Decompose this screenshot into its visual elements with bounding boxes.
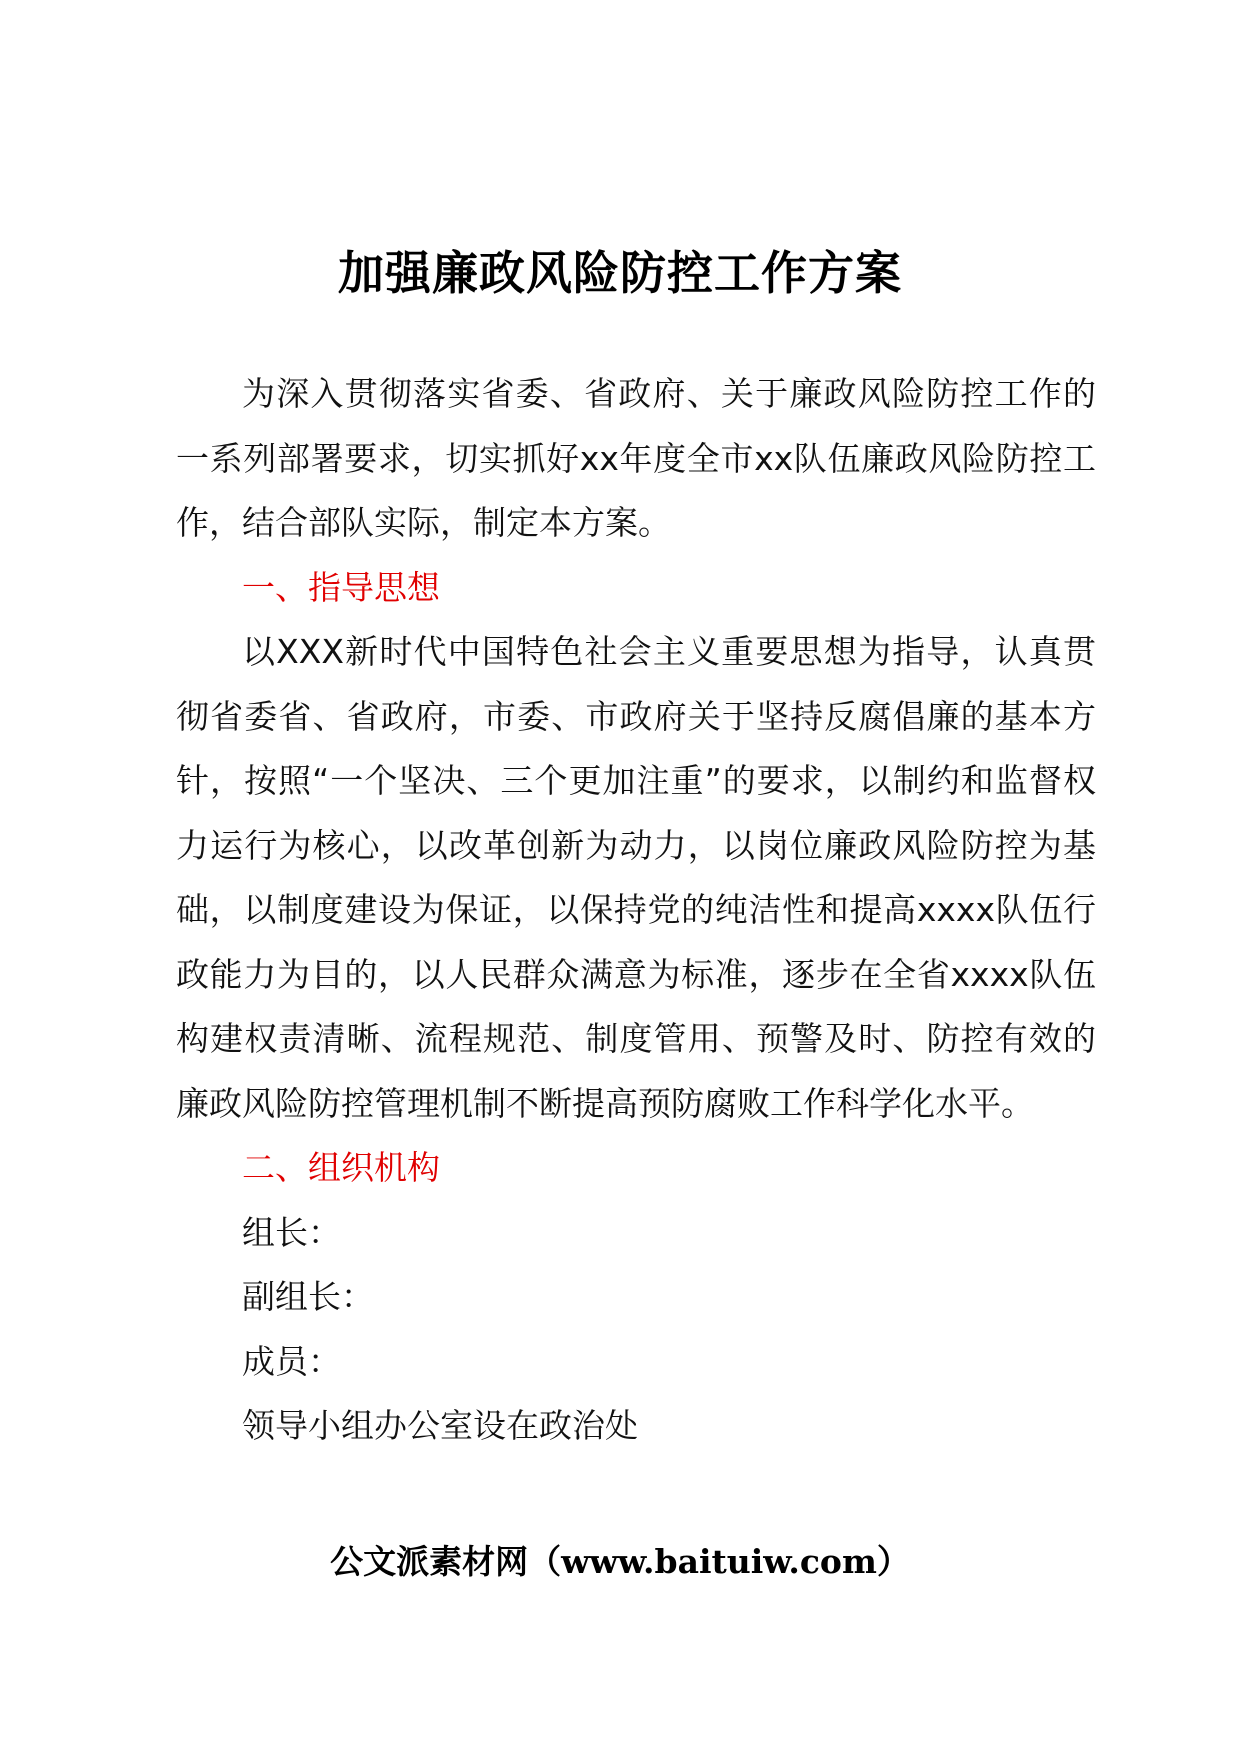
- section-heading-organization: 二、组织机构: [242, 1148, 440, 1187]
- source-footer: 公文派素材网（www.baituiw.com）: [330, 1542, 910, 1581]
- document-title: 加强廉政风险防控工作方案: [338, 246, 902, 300]
- section-heading-guiding-ideology: 一、指导思想: [242, 567, 440, 607]
- document-body: [176, 362, 1096, 1459]
- leader-line: 组长：: [242, 1212, 341, 1252]
- members-line: 成员：: [242, 1341, 341, 1381]
- office-line: 领导小组办公室设在政治处: [242, 1406, 638, 1445]
- guiding-ideology-paragraph: 以XXX新时代中国特色社会主义重要思想为指导，认真贯彻省委省、省政府，市委、市政府关于坚持反腐倡廉的基本方针，按照“一个坚决、三个更加注重”的要求，以制约和监督权力运行为核心，以改革创新为动力，以岗位廉政风险防控为基础，以制度建设为保证，以保持党的纯洁性和提高xxxx队伍行政能力为目的，以人民群众满意为标准，逐步在全省xxxx队伍构建权责清晰、流程规范、制度管用、预警及时、防控有效的廉政风险防控管理机制不断提高预防腐败工作科学化水平。: [176, 632, 1096, 1123]
- intro-paragraph: 为深入贯彻落实省委、省政府、关于廉政风险防控工作的一系列部署要求，切实抓好xx年度全市xx队伍廉政风险防控工作，结合部队实际，制定本方案。: [176, 374, 1096, 542]
- deputy-leader-line: 副组长：: [242, 1277, 374, 1316]
